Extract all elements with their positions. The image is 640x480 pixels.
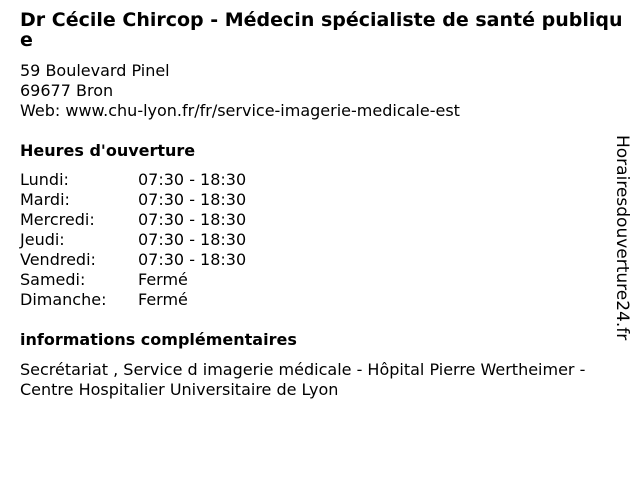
day-label: Lundi: [20,170,69,189]
opening-hours-heading: Heures d'ouverture [20,141,196,160]
time-value: 07:30 - 18:30 [138,250,247,269]
address-block [20,61,610,121]
address-city: 69677 Bron [20,81,114,100]
additional-info-heading: informations complémentaires [20,330,297,349]
opening-hours-table [20,170,610,310]
day-label: Mercredi: [20,210,95,229]
time-value: 07:30 - 18:30 [138,190,247,209]
day-label: Mardi: [20,190,70,209]
site-watermark: Horairesdouverture24.fr [612,135,632,341]
hours-row-thursday [20,230,610,250]
time-value: Fermé [138,290,188,309]
time-value: 07:30 - 18:30 [138,230,247,249]
hours-row-sunday [20,290,610,310]
hours-row-saturday [20,270,610,290]
additional-info-text: Secrétariat , Service d imagerie médicale - Hôpital Pierre Wertheimer - Centre Hospitalier Universitaire de Lyon [20,360,586,399]
day-label: Samedi: [20,270,86,289]
hours-row-wednesday [20,210,610,230]
hours-row-tuesday [20,190,610,210]
hours-row-monday [20,170,610,190]
day-label: Jeudi: [20,230,65,249]
page-title: Dr Cécile Chircop - Médecin spécialiste de santé publique [20,9,623,51]
hours-row-friday [20,250,610,270]
time-value: Fermé [138,270,188,289]
website-link[interactable]: Web: www.chu-lyon.fr/fr/service-imagerie-medicale-est [20,101,460,120]
address-street: 59 Boulevard Pinel [20,61,170,80]
day-label: Dimanche: [20,290,107,309]
time-value: 07:30 - 18:30 [138,210,247,229]
day-label: Vendredi: [20,250,96,269]
time-value: 07:30 - 18:30 [138,170,247,189]
